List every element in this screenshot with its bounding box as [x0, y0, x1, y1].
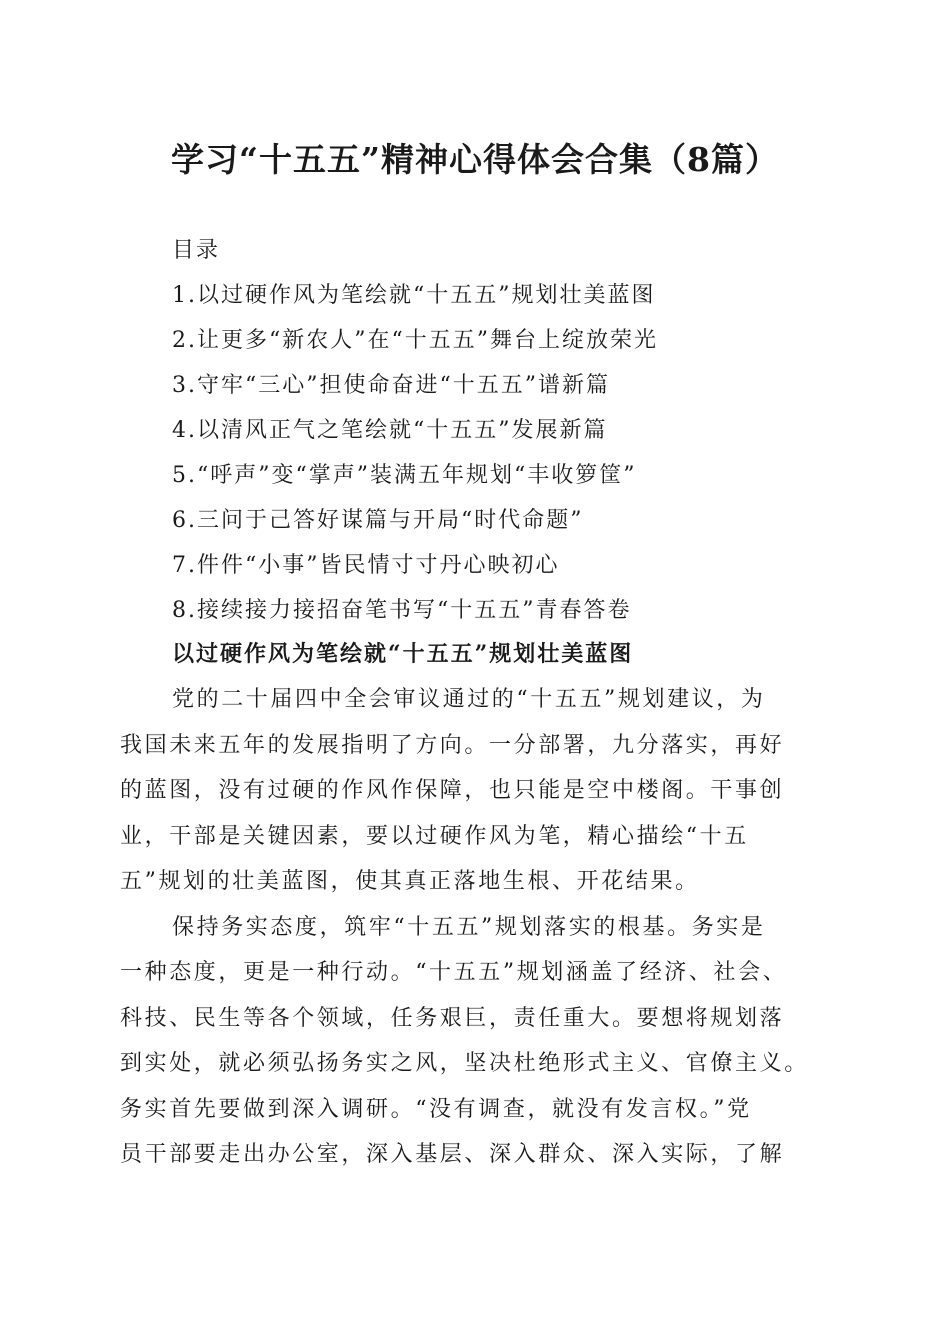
body-line: 员干部要走出办公室，深入基层、深入群众、深入实际，了解	[120, 1142, 785, 1167]
toc-item: 2.让更多“新农人”在“十五五”舞台上绽放荣光	[172, 328, 658, 353]
body-line: 我国未来五年的发展指明了方向。一分部署，九分落实，再好	[120, 732, 785, 758]
toc-item: 3.守牢“三心”担使命奋进“十五五”谱新篇	[172, 373, 610, 398]
toc-item: 1.以过硬作风为笔绘就“十五五”规划壮美蓝图	[172, 283, 656, 308]
table-of-contents	[172, 228, 872, 633]
toc-item: 4.以清风正气之笔绘就“十五五”发展新篇	[172, 418, 608, 443]
document-title: 学习“十五五”精神心得体会合集（8篇）	[171, 140, 779, 179]
body-line: 保持务实态度，筑牢“十五五”规划落实的根基。务实是	[172, 914, 766, 940]
body-line: 五”规划的壮美蓝图，使其真正落地生根、开花结果。	[120, 869, 700, 894]
body-line: 务实首先要做到深入调研。“没有调查，就没有发言权。”党	[120, 1096, 752, 1122]
article-body	[120, 677, 840, 1178]
body-line: 一种态度，更是一种行动。“十五五”规划涵盖了经济、社会、	[120, 960, 788, 985]
body-line: 到实处，就必须弘扬务实之风，坚决杜绝形式主义、官僚主义。	[120, 1051, 809, 1076]
toc-item: 8.接续接力接招奋笔书写“十五五”青春答卷	[172, 598, 632, 623]
body-line: 科技、民生等各个领域，任务艰巨，责任重大。要想将规划落	[120, 1005, 785, 1031]
article-title: 以过硬作风为笔绘就“十五五”规划壮美蓝图	[172, 641, 634, 667]
toc-label: 目录	[172, 238, 221, 263]
toc-item: 7.件件“小事”皆民情寸寸丹心映初心	[172, 553, 560, 578]
body-line: 的蓝图，没有过硬的作风作保障，也只能是空中楼阁。干事创	[120, 778, 785, 803]
body-line: 业，干部是关键因素，要以过硬作风为笔，精心描绘“十五	[120, 823, 749, 849]
toc-item: 5.“呼声”变“掌声”装满五年规划“丰收箩筐”	[172, 463, 637, 488]
toc-item: 6.三问于己答好谋篇与开局“时代命题”	[172, 508, 584, 533]
body-line: 党的二十届四中全会审议通过的“十五五”规划建议，为	[172, 687, 766, 712]
